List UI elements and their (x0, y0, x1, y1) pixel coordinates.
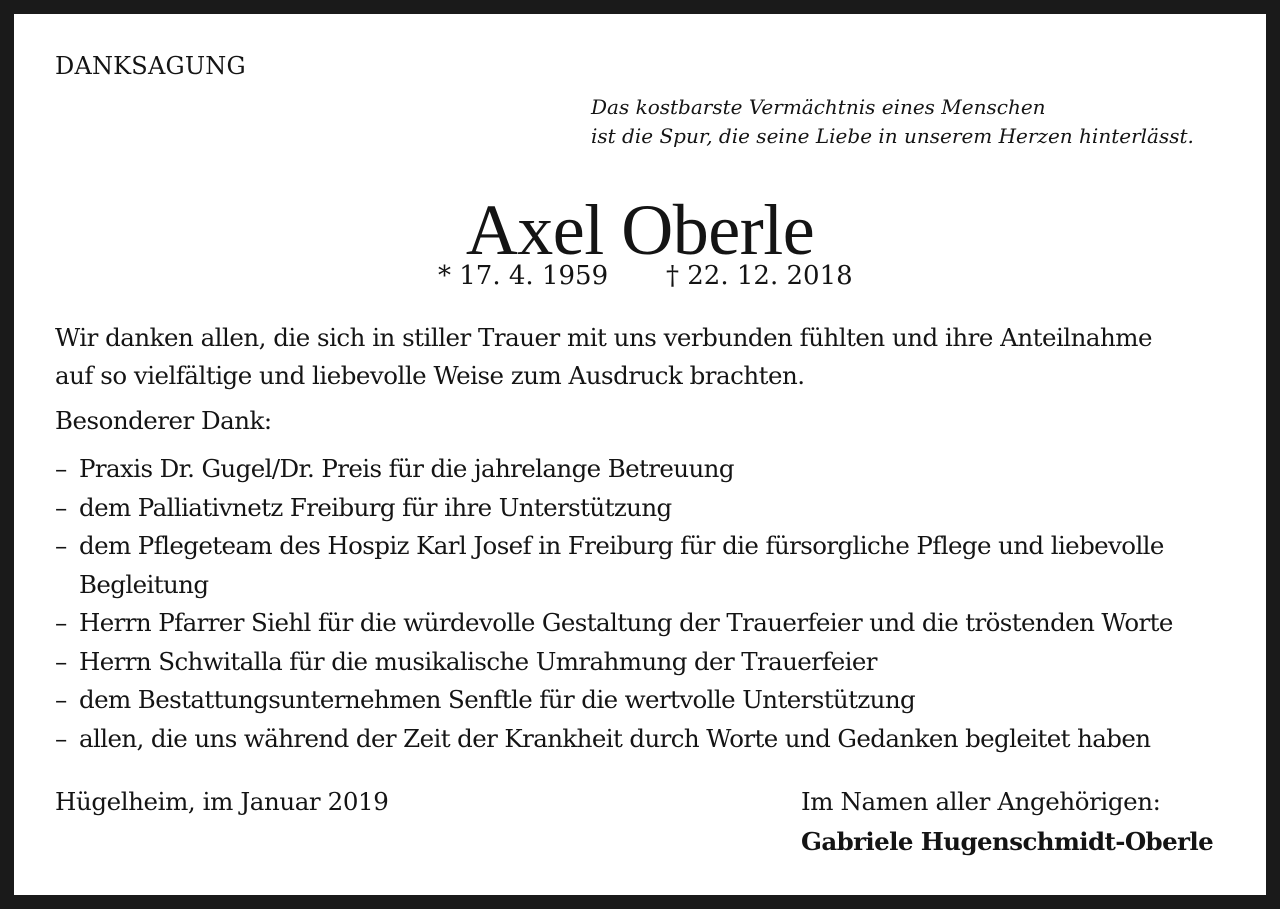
list-item (55, 681, 1255, 720)
place-and-date: Hügelheim, im Januar 2019 (55, 787, 389, 816)
list-item-text: dem Bestattungsunternehmen Senftle für die wertvolle Unterstützung (79, 685, 916, 714)
list-item-text: dem Pflegeteam des Hospiz Karl Josef in Freiburg für die fürsorgliche Pflege und liebevolle Begleitung (79, 531, 1164, 599)
list-dash: – (55, 685, 67, 714)
list-item (55, 450, 1255, 489)
list-item (55, 527, 1255, 604)
intro-line-2: auf so vielfältige und liebevolle Weise zum Ausdruck brachten. (55, 361, 805, 390)
list-item-text: Praxis Dr. Gugel/Dr. Preis für die jahrelange Betreuung (79, 454, 734, 483)
signer-name: Gabriele Hugenschmidt-Oberle (801, 827, 1214, 856)
quote-line-2: ist die Spur, die seine Liebe in unserem Herzen hinterlässt. (591, 124, 1194, 148)
list-item-text: dem Palliativnetz Freiburg für ihre Unterstützung (79, 492, 672, 522)
list-item (55, 489, 1255, 528)
list-item-text: Herrn Schwitalla für die musikalische Umrahmung der Trauerfeier (79, 646, 877, 676)
special-thanks-title: Besonderer Dank: (55, 406, 272, 435)
list-item (55, 604, 1255, 643)
thanks-intro (55, 319, 1152, 395)
on-behalf-label: Im Namen aller Angehörigen: (801, 787, 1161, 816)
obituary-notice (14, 14, 1266, 895)
deceased-name: Axel Oberle (465, 190, 815, 270)
list-item-text: Herrn Pfarrer Siehl für die würdevolle Gestaltung der Trauerfeier und die tröstenden Worte (79, 608, 1173, 637)
memorial-quote (591, 93, 1194, 151)
list-item (55, 720, 1255, 759)
list-item-text: allen, die uns während der Zeit der Krankheit durch Worte und Gedanken begleitet haben (79, 723, 1151, 753)
list-dash: – (55, 723, 67, 753)
list-dash: – (55, 608, 67, 637)
thanks-list (55, 450, 1255, 758)
list-dash: – (55, 492, 67, 522)
intro-line-1: Wir danken allen, die sich in stiller Trauer mit uns verbunden fühlten und ihre Anteilnahme (55, 323, 1153, 352)
notice-heading: DANKSAGUNG (55, 52, 246, 80)
list-item (55, 643, 1255, 682)
list-dash: – (55, 646, 67, 676)
death-date: † 22. 12. 2018 (666, 261, 853, 291)
birth-date: * 17. 4. 1959 (438, 261, 609, 291)
quote-line-1: Das kostbarste Vermächtnis eines Menschen (591, 95, 1046, 119)
list-dash: – (55, 454, 67, 483)
list-dash: – (55, 531, 67, 560)
